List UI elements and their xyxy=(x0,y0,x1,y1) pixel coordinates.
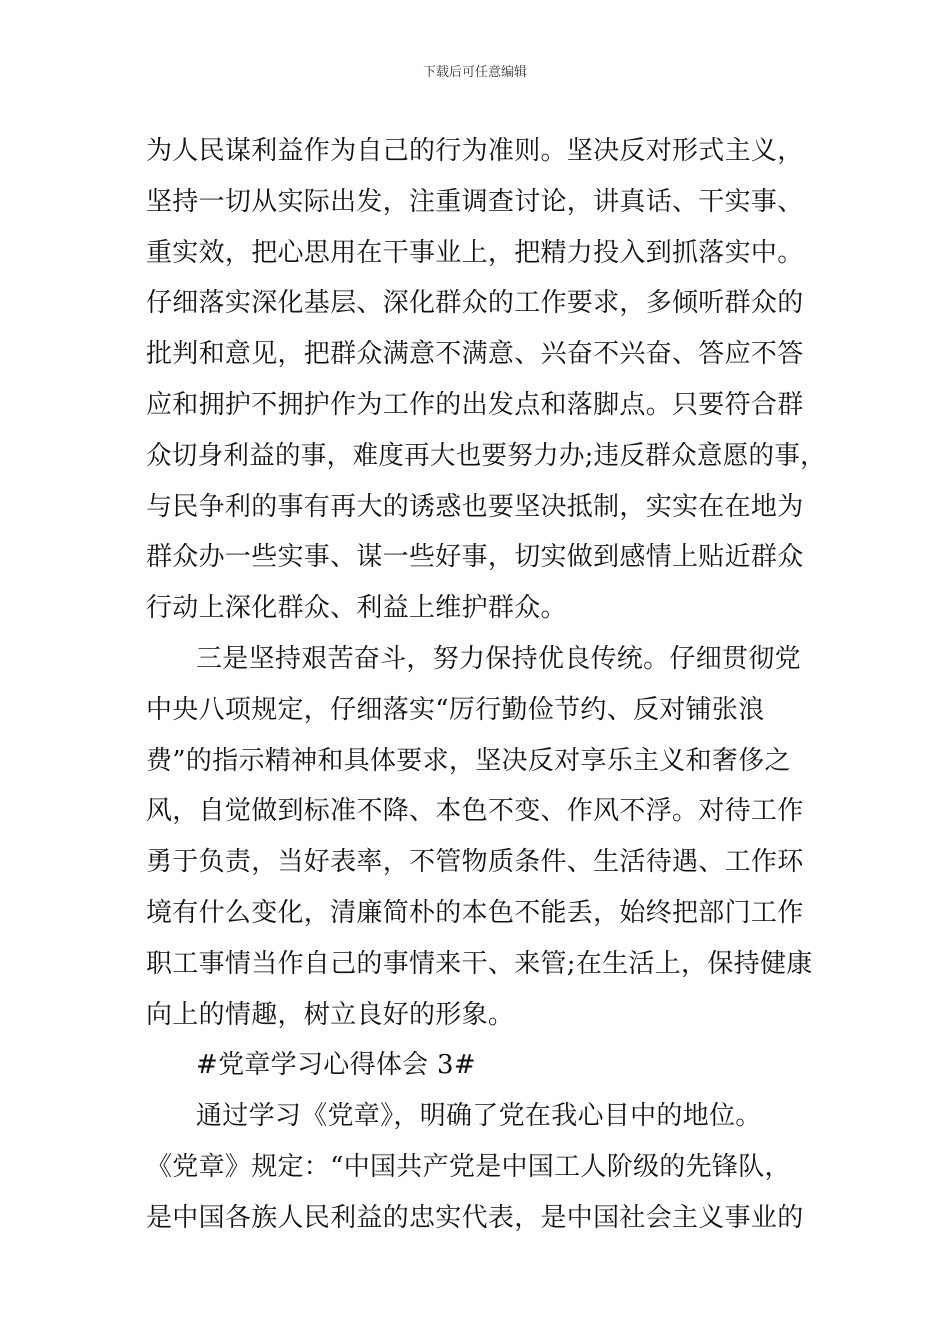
text-line: 群众办一些实事、谋一些好事，切实做到感情上贴近群众 xyxy=(146,542,804,573)
text-line: 《党章》规定：“中国共产党是中国工人阶级的先锋队， xyxy=(146,1151,791,1182)
text-line: 仔细落实深化基层、深化群众的工作要求，多倾听群众的 xyxy=(146,288,804,319)
paragraph-start-line: 三是坚持艰苦奋斗，努力保持优良传统。仔细贯彻党 xyxy=(196,643,801,674)
text-line: 中央八项规定，仔细落实“厉行勤俭节约、反对铺张浪 xyxy=(146,694,765,725)
text-line: 行动上深化群众、利益上维护群众。 xyxy=(146,593,567,624)
text-line: 向上的情趣，树立良好的形象。 xyxy=(146,999,515,1030)
text-line: 坚持一切从实际出发，注重调查讨论，讲真话、干实事、 xyxy=(146,186,804,217)
text-line: 众切身利益的事，难度再大也要努力办;违反群众意愿的事， xyxy=(146,440,826,471)
text-line: 批判和意见，把群众满意不满意、兴奋不兴奋、答应不答 xyxy=(146,339,804,370)
text-line: 重实效，把心思用在干事业上，把精力投入到抓落实中。 xyxy=(146,237,804,268)
page-header: 下载后可任意编辑 xyxy=(422,65,527,80)
body-text xyxy=(146,126,826,1244)
text-line: 是中国各族人民利益的忠实代表，是中国社会主义事业的 xyxy=(146,1202,804,1233)
section-heading: #党章学习心得体会 3# xyxy=(196,1050,476,1081)
paragraph-start-line: 通过学习《党章》，明确了党在我心目中的地位。 xyxy=(196,1101,762,1132)
text-line: 勇于负责，当好表率，不管物质条件、生活待遇、工作环 xyxy=(146,847,804,878)
text-line: 境有什么变化，清廉简朴的本色不能丢，始终把部门工作 xyxy=(146,897,804,928)
text-line: 风，自觉做到标准不降、本色不变、作风不浮。对待工作 xyxy=(146,796,804,827)
text-line: 为人民谋利益作为自己的行为准则。坚决反对形式主义， xyxy=(146,136,804,166)
text-line: 费”的指示精神和具体要求，坚决反对享乐主义和奢侈之 xyxy=(146,745,791,776)
text-line: 应和拥护不拥护作为工作的出发点和落脚点。只要符合群 xyxy=(146,389,804,420)
text-line: 职工事情当作自己的事情来干、来管;在生活上，保持健康 xyxy=(146,948,813,979)
text-line: 与民争利的事有再大的诱惑也要坚决抵制，实实在在地为 xyxy=(146,491,804,522)
